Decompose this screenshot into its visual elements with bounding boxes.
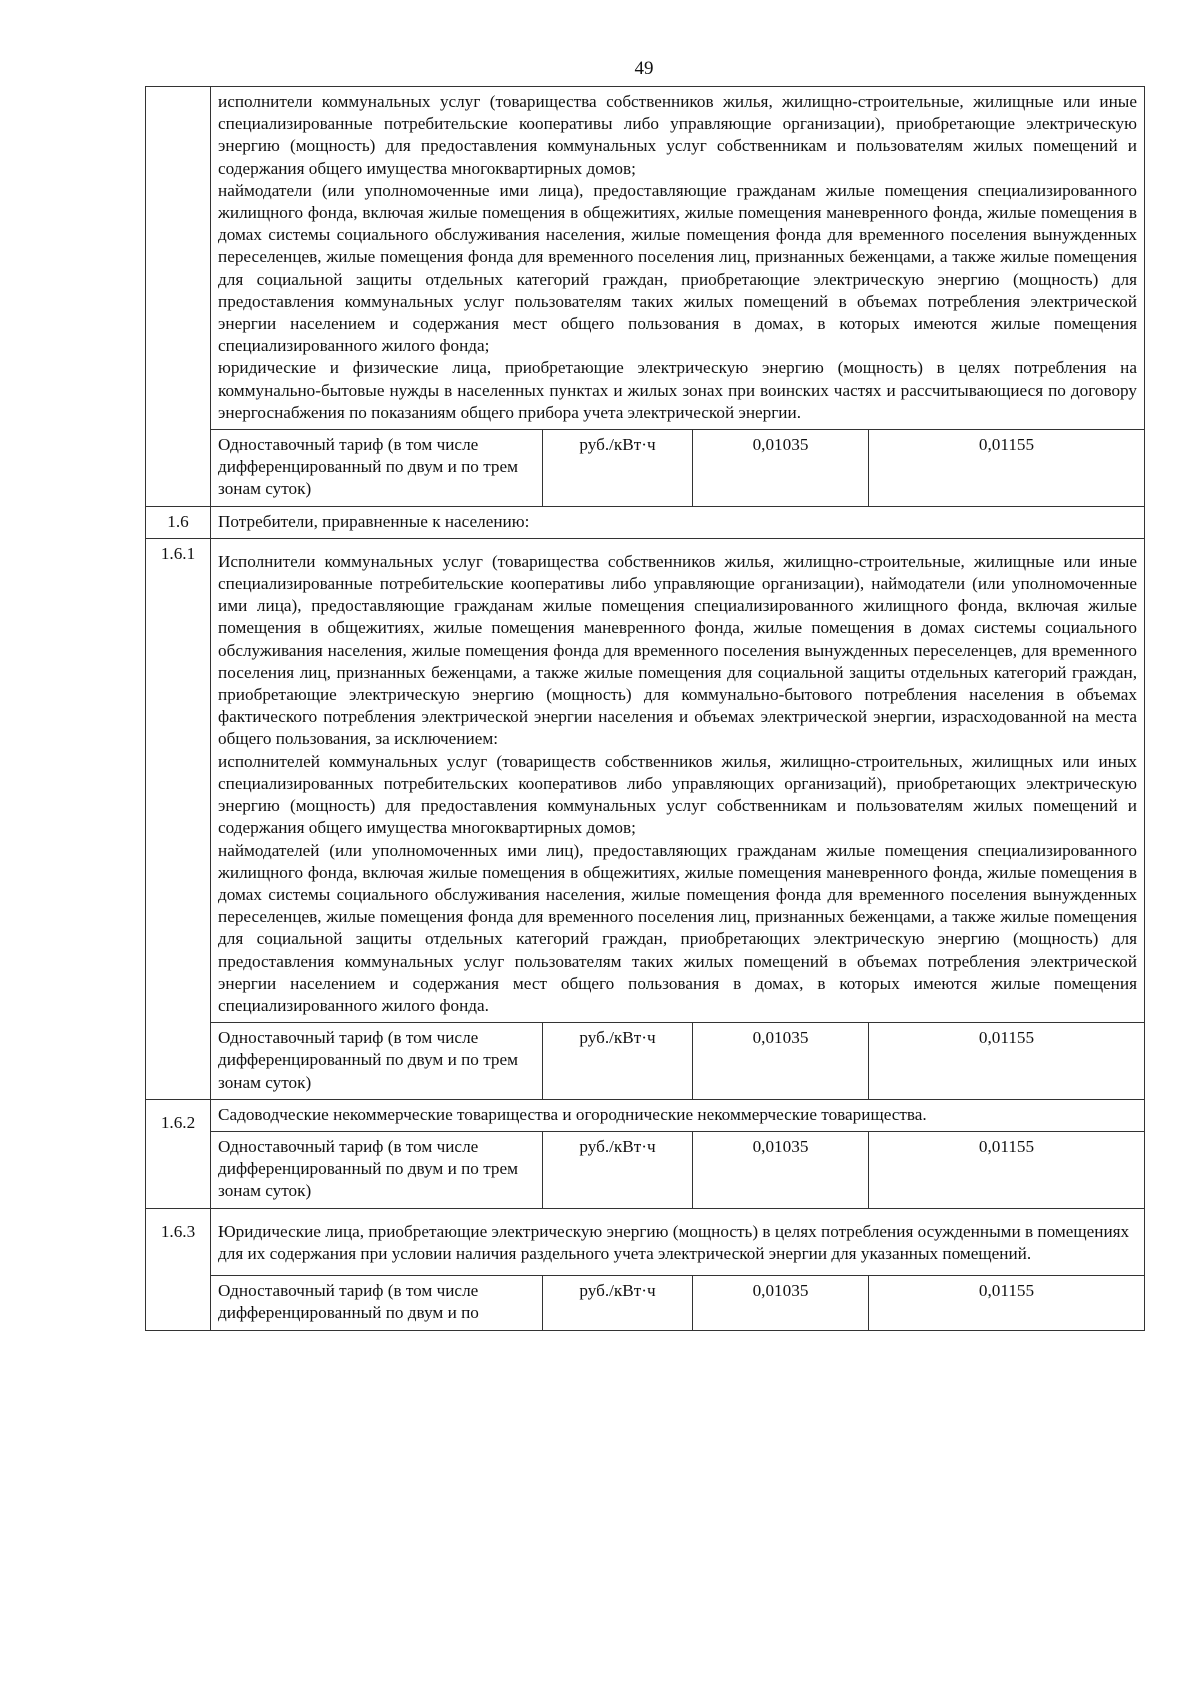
tariff-row xyxy=(146,1131,1145,1208)
tariff-value-second-half: 0,01155 xyxy=(869,1131,1145,1208)
row-heading: Садоводческие некоммерческие товарищества и огороднические некоммерческие товарищества. xyxy=(211,1099,1145,1131)
paragraph: Исполнители коммунальных услуг (товарищества собственников жилья, жилищно-строительные, жилищные или иные специализированные потребительские кооперативы либо управляющие организации), наймодатели (или уполномоченные ими лица), предоставляющие гражданам жилые помещения специализированного жилищного фонда, включая жилые помещения в общежитиях, жилые помещения маневренного фонда, жилые помещения в домах системы социального обслуживания населения, жилые помещения фонда для временного поселения вынужденных переселенцев, для временного поселения лиц, признанных беженцами, а также жилые помещения для социальной защиты отдельных категорий граждан, приобретающие электрическую энергию (мощность) для коммунально-бытового потребления населения в объемах фактического потребления электрической энергии населения и объемах электрической энергии, израсходованной на места общего пользования, за исключением: xyxy=(218,551,1137,749)
tariff-value-first-half: 0,01035 xyxy=(693,1275,869,1330)
description-cell xyxy=(211,538,1145,1022)
tariff-unit: руб./кВт·ч xyxy=(543,1023,693,1100)
paragraph: наймодателей (или уполномоченных ими лиц), предоставляющих гражданам жилые помещения специализированного жилищного фонда, включая жилые помещения в общежитиях, жилые помещения маневренного фонда, жилые помещения в домах системы социального обслуживания населения, жилые помещения фонда для временного поселения вынужденных переселенцев, жилые помещения фонда для временного поселения лиц, признанных беженцами, а также жилые помещения для социальной защиты отдельных категорий граждан, приобретающих электрическую энергию (мощность) для предоставления коммунальных услуг пользователям таких жилых помещений в объемах потребления электрической энергии населением и содержания мест общего пользования в домах, в которых имеются жилые помещения специализированного жилого фонда. xyxy=(218,840,1137,1015)
row-number: 1.6.2 xyxy=(146,1099,211,1208)
tariff-table xyxy=(145,86,1145,1331)
tariff-value-second-half: 0,01155 xyxy=(869,1275,1145,1330)
tariff-unit: руб./кВт·ч xyxy=(543,430,693,507)
paragraph: юридические и физические лица, приобретающие электрическую энергию (мощность) в целях потребления на коммунально-бытовые нужды в населенных пунктах и жилых зонах при воинских частях и рассчитывающиеся по договору энергоснабжения по показаниям общего прибора учета электрической энергии. xyxy=(218,358,1137,422)
tariff-label: Одноставочный тариф (в том числе дифференцированный по двум и по трем зонам суток) xyxy=(211,1131,543,1208)
page-number: 49 xyxy=(634,58,654,79)
row-number-cell xyxy=(146,87,211,507)
description-cell xyxy=(211,87,1145,430)
table-row xyxy=(146,506,1145,538)
tariff-label: Одноставочный тариф (в том числе дифференцированный по двум и по xyxy=(211,1275,543,1330)
table-row xyxy=(146,87,1145,430)
tariff-value-second-half: 0,01155 xyxy=(869,430,1145,507)
tariff-label: Одноставочный тариф (в том числе дифференцированный по двум и по трем зонам суток) xyxy=(211,1023,543,1100)
tariff-label: Одноставочный тариф (в том числе дифференцированный по двум и по трем зонам суток) xyxy=(211,430,543,507)
tariff-unit: руб./кВт·ч xyxy=(543,1131,693,1208)
row-number: 1.6 xyxy=(146,506,211,538)
row-heading: Юридические лица, приобретающие электрическую энергию (мощность) в целях потребления осужденными в помещениях для их содержания при условии наличия раздельного учета электрической энергии для указанных помещений. xyxy=(211,1208,1145,1275)
table-row xyxy=(146,538,1145,1022)
row-number: 1.6.3 xyxy=(146,1208,211,1331)
tariff-value-first-half: 0,01035 xyxy=(693,430,869,507)
tariff-row xyxy=(146,1023,1145,1100)
row-heading: Потребители, приравненные к населению: xyxy=(211,506,1145,538)
table-row xyxy=(146,1208,1145,1275)
paragraph: исполнителей коммунальных услуг (товариществ собственников жилья, жилищно-строительных, жилищных или иных специализированных потребительских кооперативов либо управляющих организаций), приобретающих электрическую энергию (мощность) для предоставления коммунальных услуг собственникам и пользователям жилых помещений и содержания общего имущества многоквартирных домов; xyxy=(218,751,1137,838)
table-row xyxy=(146,1099,1145,1131)
tariff-row xyxy=(146,1275,1145,1330)
paragraph: исполнители коммунальных услуг (товарищества собственников жилья, жилищно-строительные, жилищные или иные специализированные потребительские кооперативы либо управляющие организации), приобретающие электрическую энергию (мощность) для предоставления коммунальных услуг собственникам и пользователям жилых помещений и содержания общего имущества многоквартирных домов; xyxy=(218,92,1137,178)
tariff-row xyxy=(146,430,1145,507)
tariff-value-first-half: 0,01035 xyxy=(693,1131,869,1208)
tariff-value-second-half: 0,01155 xyxy=(869,1023,1145,1100)
tariff-unit: руб./кВт·ч xyxy=(543,1275,693,1330)
tariff-value-first-half: 0,01035 xyxy=(693,1023,869,1100)
paragraph: наймодатели (или уполномоченные ими лица), предоставляющие гражданам жилые помещения специализированного жилищного фонда, включая жилые помещения в общежитиях, жилые помещения маневренного фонда, жилые помещения в домах системы социального обслуживания населения, жилые помещения фонда для временного поселения вынужденных переселенцев, жилые помещения фонда для временного поселения лиц, признанных беженцами, а также жилые помещения для социальной защиты отдельных категорий граждан, приобретающие электрическую энергию (мощность) для предоставления коммунальных услуг пользователям таких жилых помещений в объемах потребления электрической энергии населением и содержания мест общего пользования в домах, в которых имеются жилые помещения специализированного жилого фонда; xyxy=(218,180,1137,356)
row-number: 1.6.1 xyxy=(146,538,211,1099)
